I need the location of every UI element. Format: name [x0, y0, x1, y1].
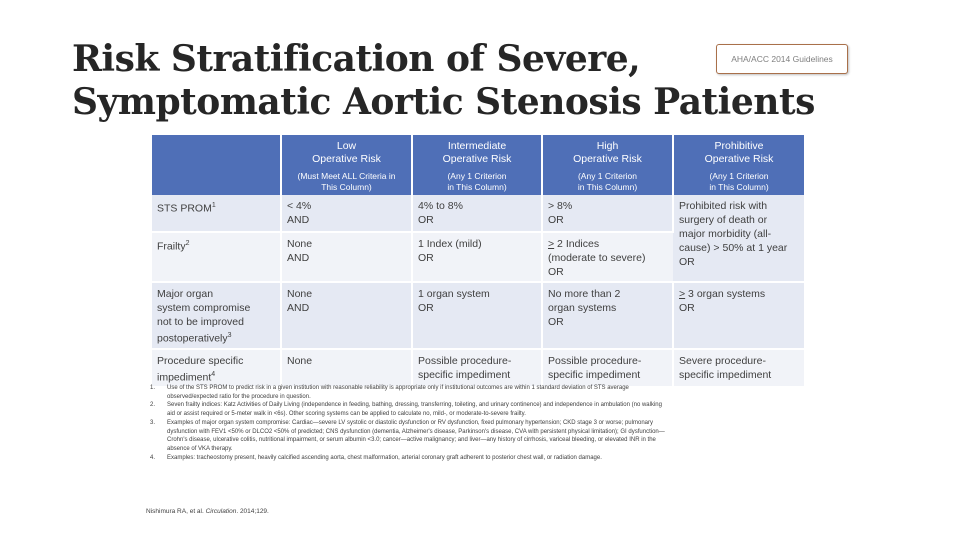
header-intermediate-risk: [412, 135, 542, 195]
cell-prohibitive-procedure: Severe procedure- specific impediment: [673, 349, 804, 388]
table-header-row: [152, 135, 804, 195]
cell-intermediate-sts: 4% to 8% OR: [412, 195, 542, 232]
cell-prohibitive-sts-frailty: Prohibited risk with surgery of death or major morbidity (all- cause) > 50% at 1 year OR: [673, 195, 804, 282]
slide-title-line-1: Risk Stratification of Severe,: [72, 38, 641, 80]
footnote-2: 2. Seven frailty indices: Katz Activities of Daily Living (independence in feeding, bathing, dressing, transferring, toileting, and urinary continence) and independence in ambulation (no walking aid or assist required or 5-meter walk in <6s). Other scoring systems can be applied to calculate no, mild-, or moderate-to-severe frailty.: [150, 402, 662, 418]
table-row-organ-compromise: [152, 282, 804, 349]
row-label-procedure-impediment: Procedure specific impediment$^4$: [152, 349, 281, 388]
header-empty-cell: [152, 135, 281, 195]
slide-title: [72, 38, 815, 124]
row-label-organ-compromise: Major organ system compromise not to be improved postoperatively$^3$: [152, 282, 281, 349]
header-title: Operative Risk: [312, 153, 381, 165]
cell-prohibitive-organ: > 3 organ systems OR: [673, 282, 804, 349]
header-title: Operative Risk: [704, 153, 774, 165]
cell-intermediate-frailty: 1 Index (mild) OR: [412, 232, 542, 282]
cell-low-procedure: None: [281, 349, 412, 388]
cell-low-organ: None AND: [281, 282, 412, 349]
slide-title-line-2: Symptomatic Aortic Stenosis Patients: [72, 81, 815, 123]
cell-intermediate-organ: 1 organ system OR: [412, 282, 542, 349]
citation: Nishimura RA, et al. Circulation. 2014;129.: [146, 508, 269, 515]
header-title: Intermediate: [447, 140, 507, 152]
cell-high-procedure: Possible procedure- specific impediment: [542, 349, 673, 388]
row-label-frailty: Frailty$^2$: [152, 232, 281, 282]
cell-high-frailty: > 2 Indices (moderate to severe) OR: [542, 232, 673, 282]
table-row-procedure-impediment: [152, 349, 804, 388]
risk-stratification-table: [152, 135, 804, 388]
guidelines-badge: AHA/ACC 2014 Guidelines: [716, 44, 848, 74]
table-row-sts-prom: [152, 195, 804, 232]
cell-high-organ: No more than 2 organ systems OR: [542, 282, 673, 349]
header-title: Prohibitive: [714, 140, 764, 152]
footnote-1: 1. Use of the STS PROM to predict risk in a given institution with reasonable reliability is appropriate only if institutional outcomes are within 1 standard deviation of STS average observed/expected ratio for the procedure in question.: [150, 385, 629, 400]
header-criteria-note: (Any 1 Criterion in This Column): [447, 171, 507, 192]
cell-high-sts: > 8% OR: [542, 195, 673, 232]
header-high-risk: [542, 135, 673, 195]
footnote-3: 3. Examples of major organ system compromise: Cardiac—severe LV systolic or diastolic dysfunction or RV dysfunction, fixed pulmonary hypertension; CKD stage 3 or worse; pulmonary dysfunction with FEV1 <50% or DLCO2 <50% of predicted; CNS dysfunction (dementia, Alzheimer's disease, Parkinson's disease, CVA with persistent physical limitation); GI dysfunction—Crohn's disease, ulcerative colitis, nutritional impairment, or serum albumin <3.0; cancer—active malignancy; and liver—any history of cirrhosis, variceal bleeding, or elevated INR in the absence of VKA therapy.: [150, 419, 665, 452]
header-title: Low: [336, 140, 357, 152]
header-criteria-note: (Any 1 Criterion in This Column): [709, 171, 769, 192]
row-label-sts-prom: STS PROM$^1$: [152, 195, 281, 232]
footnotes-list: [150, 384, 670, 462]
header-low-risk: [281, 135, 412, 195]
cell-intermediate-procedure: Possible procedure- specific impediment: [412, 349, 542, 388]
cell-low-frailty: None AND: [281, 232, 412, 282]
header-criteria-note: (Must Meet ALL Criteria in This Column): [297, 171, 396, 192]
header-criteria-note: (Any 1 Criterion in This Column): [577, 171, 638, 192]
header-title: Operative Risk: [442, 153, 512, 165]
header-title: High: [596, 140, 619, 152]
cell-low-sts: < 4% AND: [281, 195, 412, 232]
header-title: Operative Risk: [573, 153, 642, 165]
footnote-4: 4. Examples: tracheostomy present, heavily calcified ascending aorta, chest malformation, arterial coronary graft adherent to posterior chest wall, or radiation damage.: [150, 454, 602, 461]
header-prohibitive-risk: [673, 135, 804, 195]
